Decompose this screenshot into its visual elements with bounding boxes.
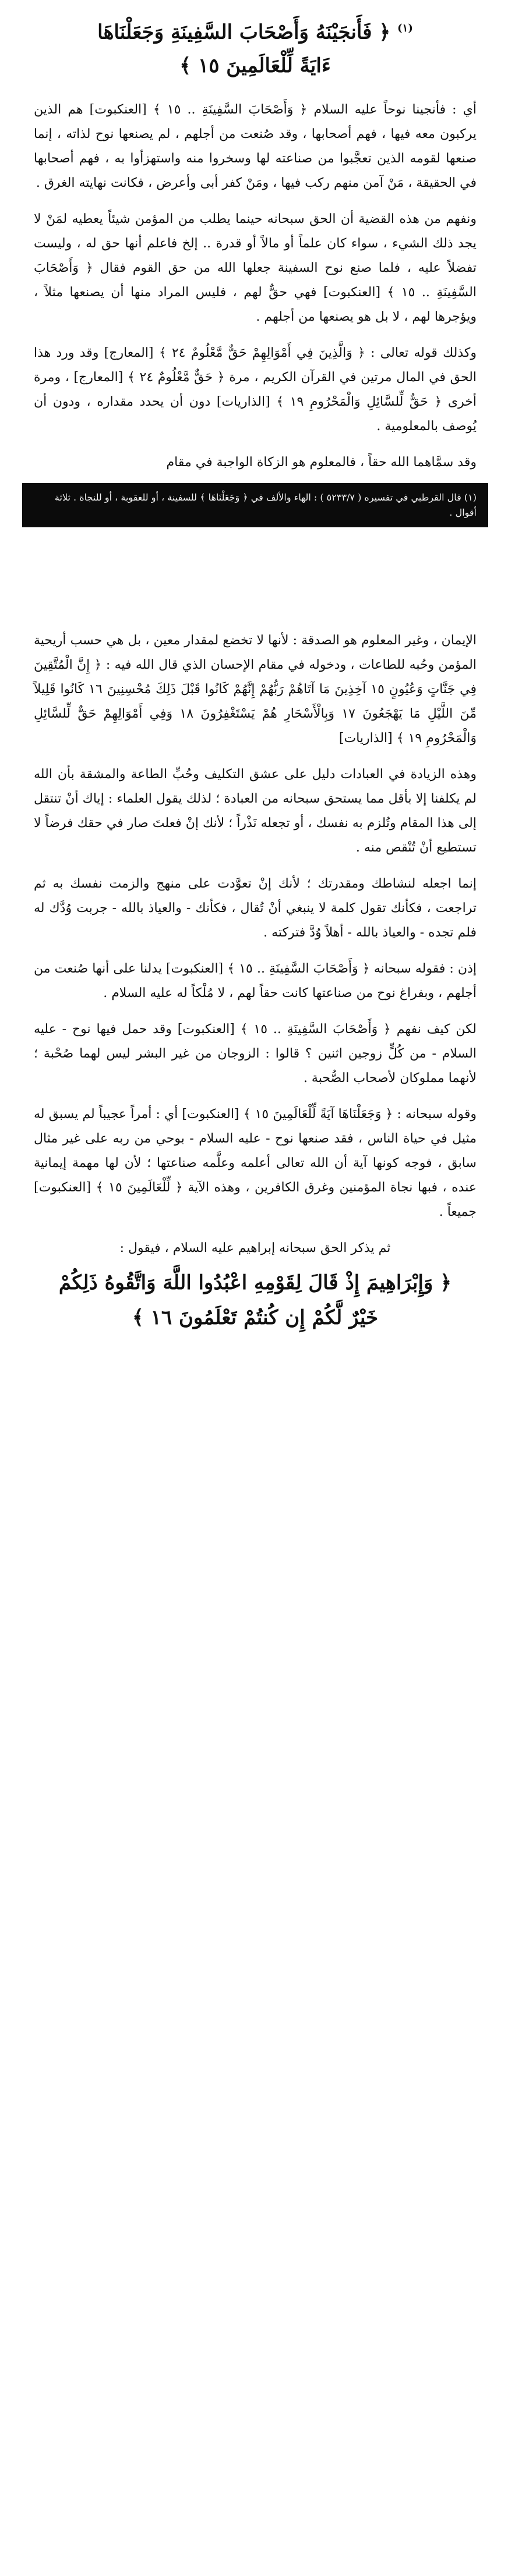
paragraph [34, 207, 477, 329]
paragraph-text: وقوله سبحانه : ﴿ وَجَعَلْنَاهَا آيَةً لِّلْعَالَمِينَ ١٥ ﴾ [العنكبوت] أي : أمراً عجيباً لم يسبق له مثيل في حياة الناس ، فقد صنعها نوح - عليه السلام - بوحي من ربه على غير مثال سابق ، فوجه كونها آية أن الله تعالى أعلمه وعلَّمه صناعتها ؛ لأن لها مهمة إيمانية عنده ، فبها نجاة المؤمنين وغرق الكافرين ، وهذه الآية ﴿ لِّلْعَالَمِينَ ١٥ ﴾ [العنكبوت] جميعاً . [34, 1107, 477, 1219]
verse-intro: ثم يذكر الحق سبحانه إبراهيم عليه السلام ، فيقول : [119, 1241, 391, 1255]
closing-verse-line-1: ﴿ وَإِبْرَاهِيمَ إِذْ قَالَ لِقَوْمِهِ اعْبُدُوا اللَّهَ وَاتَّقُوهُ ذَلِكُمْ [58, 1271, 452, 1294]
closing-verse [34, 1265, 477, 1335]
verse-line-2: ءَايَةً لِّلْعَالَمِينَ ١٥ ﴾ [179, 54, 331, 78]
paragraph [34, 872, 477, 945]
paragraph-text: الإيمان ، وغير المعلوم هو الصدقة : لأنها لا تخضع لمقدار معين ، بل هي حسب أريحية المؤمن وحُبه للطاعات ، ودخوله في مقام الإحسان الذي قال الله فيه : ﴿ إِنَّ الْمُتَّقِينَ فِي جَنَّاتٍ وَعُيُونٍ ١٥ آخِذِينَ مَا آتَاهُمْ رَبُّهُمْ إِنَّهُمْ كَانُوا قَبْلَ ذَلِكَ مُحْسِنِينَ ١٦ كَانُوا قَلِيلاً مِّنَ اللَّيْلِ مَا يَهْجَعُونَ ١٧ وَبِالْأَسْحَارِ هُمْ يَسْتَغْفِرُونَ ١٨ وَفِي أَمْوَالِهِمْ حَقٌّ لِّلسَّائِلِ وَالْمَحْرُومِ ١٩ ﴾ [الذاريات] [34, 633, 477, 746]
verse-header [34, 12, 477, 83]
closing-verse-line-2: خَيْرٌ لَّكُمْ إِن كُنتُمْ تَعْلَمُونَ ١٦ ﴾ [132, 1306, 379, 1329]
paragraph [34, 450, 477, 475]
blank-area [0, 1513, 508, 2576]
paragraph-text: ونفهم من هذه القضية أن الحق سبحانه حينما يطلب من المؤمن شيئاً يعطيه لمَنْ لا يجد ذلك الشيء ، سواء كان علماً أو مالاً أو قدرة .. إلخ فاعلم أنها حق له ، وليست تفضلاً عليه ، فلما صنع نوح السفينة جعلها الله من حق القوم فقال ﴿ وَأَصْحَابَ السَّفِينَةِ .. ١٥ ﴾ [العنكبوت] فهي حقٌّ لهم ، فليس المراد منها أن يصنعها مثلاً ، ويؤجرها لهم ، لا بل هو يصنعها من أجلهم . [34, 212, 477, 325]
paragraph-text: وهذه الزيادة في العبادات دليل على عشق التكليف وحُبِّ الطاعة والمشقة بأن الله لم يكلفنا إلا بأقل مما يستحق سبحانه من العبادة ؛ لذلك يقول العلماء : إياك أنْ تنتقل إلى هذا المقام وتُلزم به نفسك ، أو تجعله نَذْراً ؛ لأنك إنْ فعلتَ صار في حقك فرضاً لا تستطيع أنْ تُنْقص منه . [34, 767, 477, 855]
paragraph-text: وقد سمَّاهما الله حقاً ، فالمعلوم هو الزكاة الواجبة في مقام [166, 455, 477, 470]
paragraph [34, 1017, 477, 1091]
verse-text-1: ﴿ فَأَنجَيْنَهُ وَأَصْحَابَ السَّفِينَةِ وَجَعَلْنَاهَا [97, 20, 391, 44]
paragraph [34, 341, 477, 439]
paragraph [34, 957, 477, 1006]
paragraph [34, 98, 477, 196]
paragraph [34, 629, 477, 751]
verse-footnote-marker: (١) [397, 22, 413, 34]
footnote-band: (١) قال القرطبي في تفسيره ( ٥٢٣٣/٧ ) : الهاء والألف في ﴿ وَجَعَلْنَاهَا ﴾ للسفينة ، أو للعقوبة ، أو للنجاة . ثلاثة أقوال . [22, 483, 488, 527]
paragraph-text: وكذلك قوله تعالى : ﴿ وَالَّذِينَ فِي أَمْوَالِهِمْ حَقٌّ مَّعْلُومٌ ٢٤ ﴾ [المعارج] وقد ورد هذا الحق في المال مرتين في القرآن الكريم ، مرة ﴿ حَقٌّ مَّعْلُومٌ ٢٤ ﴾ [المعارج] ، ومرة أخرى ﴿ حَقٌّ لِّلسَّائِلِ وَالْمَحْرُومِ ١٩ ﴾ [الذاريات] دون أن يحدد مقداره ، ودون أن يُوصف بالمعلومية . [34, 346, 477, 434]
paragraph-text: لكن كيف نفهم ﴿ وَأَصْحَابَ السَّفِينَةِ .. ١٥ ﴾ [العنكبوت] وقد حمل فيها نوح - عليه السلام - من كُلٍّ زوجين اثنين ؟ قالوا : الزوجان من غير البشر ليس لهما صُحْبة ؛ لأنهما مملوكان لأصحاب الصُّحبة . [34, 1022, 477, 1085]
paragraph [34, 1102, 477, 1225]
paragraph-text: إنما اجعله لنشاطك ومقدرتك ؛ لأنك إنْ تعوَّدت على منهج والزمت نفسك به ثم تراجعت ، فكأنك تقول كلمة لا ينبغي أنْ تُقال ، فكأنك - والعياذ بالله - جربت وُدَّك له فلم تجده - والعياذ بالله - أهلاً وُدَّ فتركته . [34, 877, 477, 940]
paragraph [34, 762, 477, 860]
book-page-lower [34, 629, 477, 1335]
paragraph-text: أي : فأنجينا نوحاً عليه السلام ﴿ وَأَصْحَابَ السَّفِينَةِ .. ١٥ ﴾ [العنكبوت] هم الذين يركبون معه فيها ، فهم أصحابها ، وقد صُنعت من أجلهم ، لم يصنعها نوح لذاته ، إنما صنعها لقومه الذين تعجَّبوا من صناعته لها وسخروا منه واستهزأوا به ، فهم أصحابها في الحقيقة ، مَنْ آمن منهم ركب فيها ، ومَنْ كفر أبى وأعرض ، فكانت نهايته الغرق . [34, 102, 477, 191]
verse-line-1 [34, 12, 477, 49]
paragraph-text: إذن : فقوله سبحانه ﴿ وَأَصْحَابَ السَّفِينَةِ .. ١٥ ﴾ [العنكبوت] يدلنا على أنها صُنعت من أجلهم ، وبفراغ نوح من صناعتها كانت حقاً لهم ، لا مُلْكاً له عليه السلام . [34, 961, 477, 1000]
book-page-upper [34, 12, 477, 527]
